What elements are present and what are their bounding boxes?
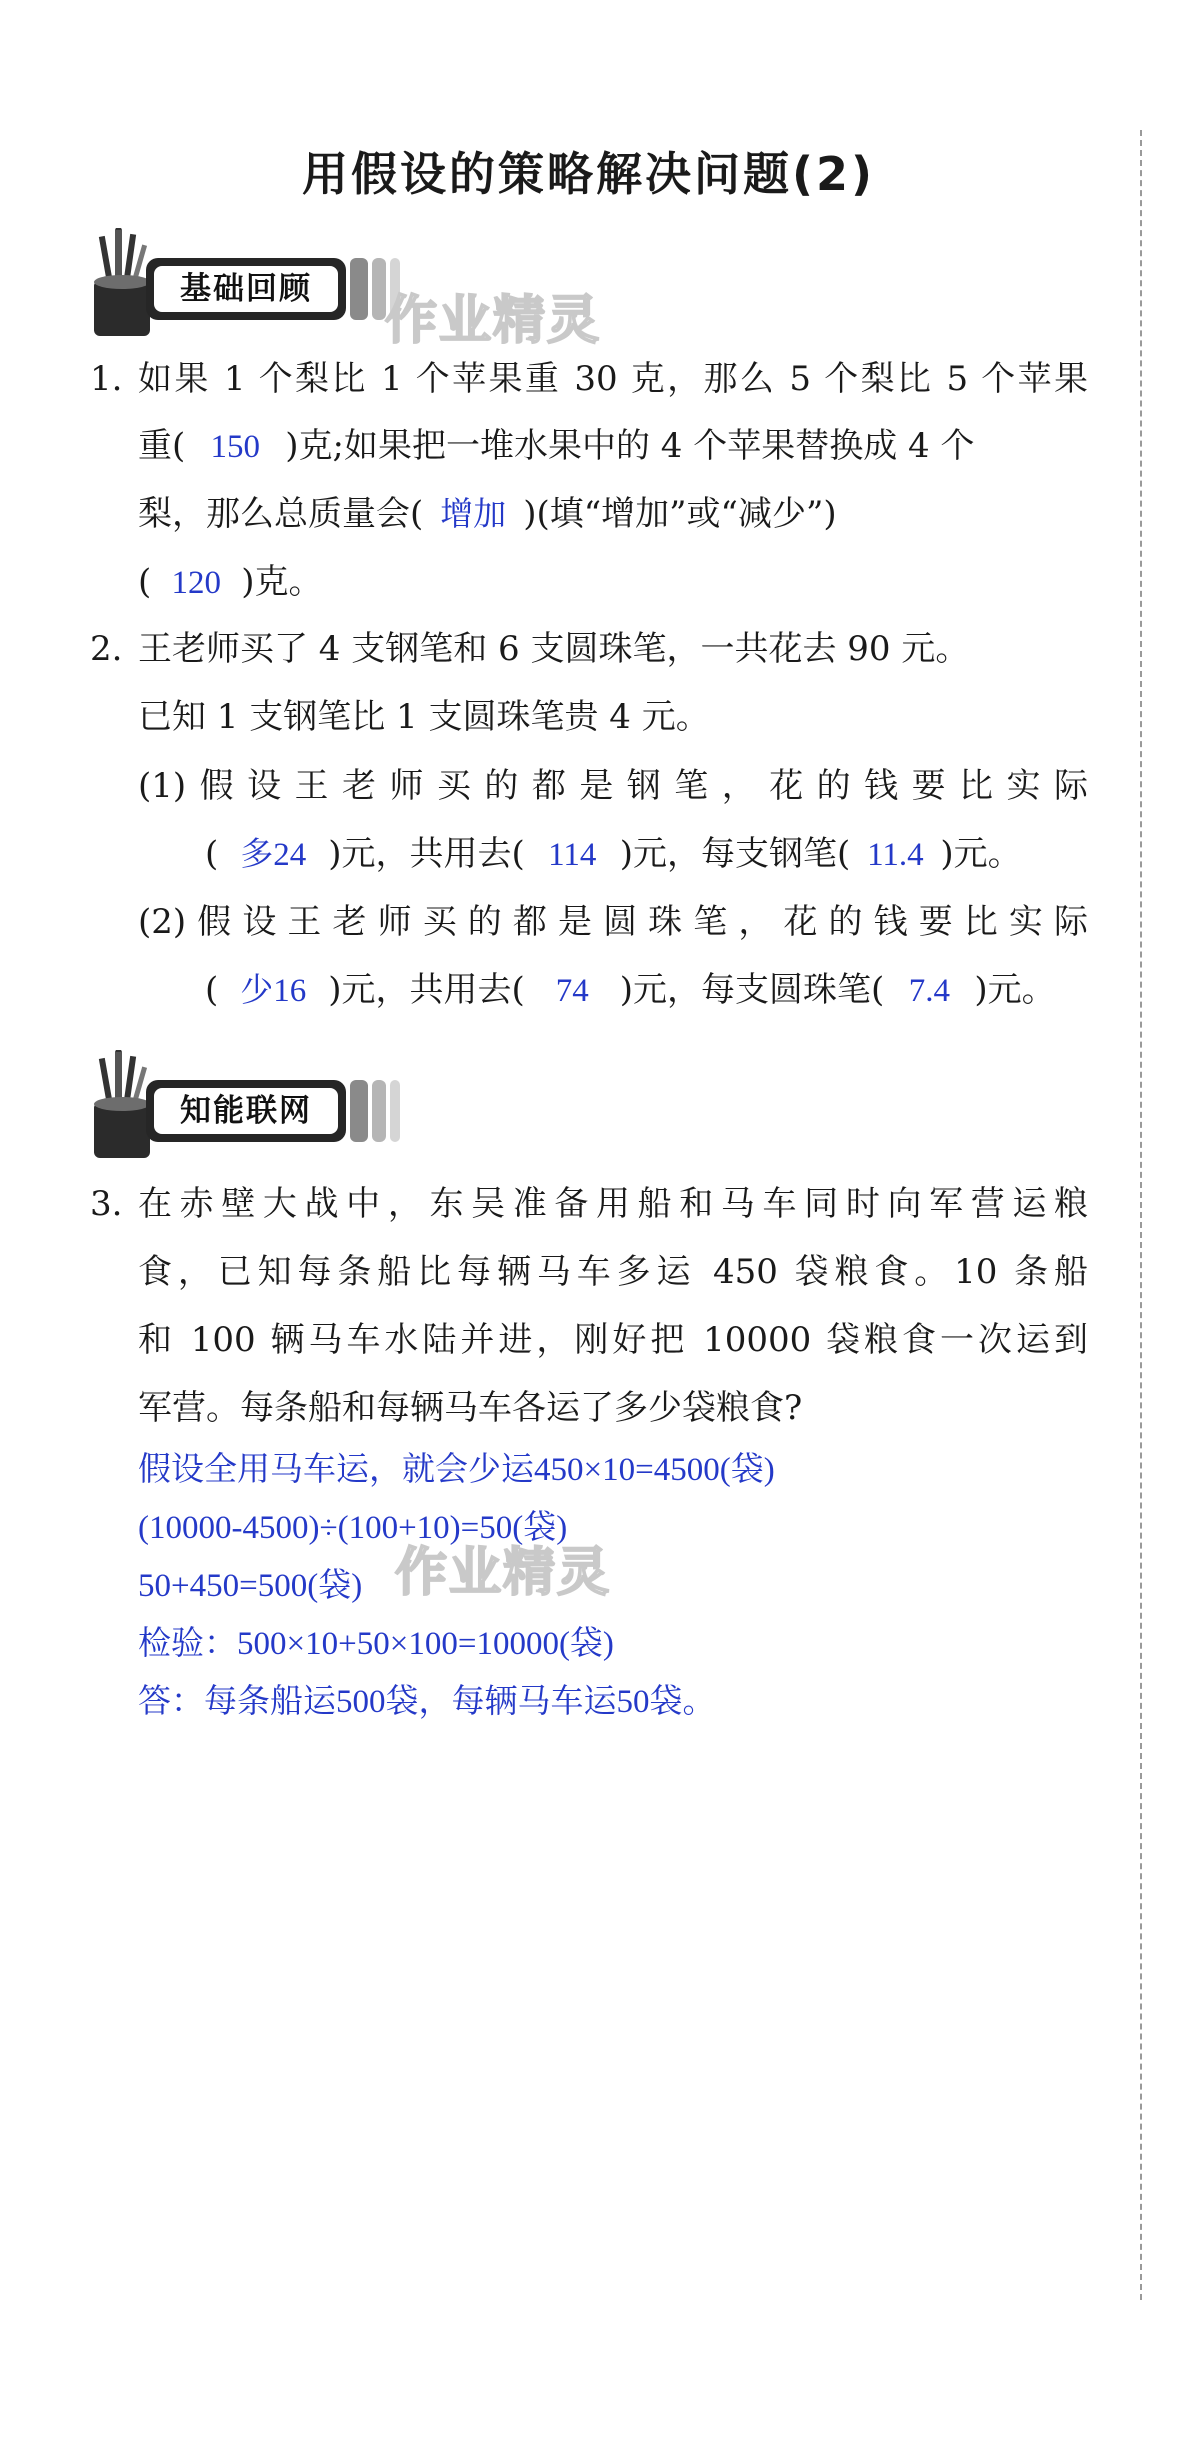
- q1-line-4: ( 120 )克。: [138, 548, 323, 617]
- q3-solution-line-3: 50+450=500(袋): [138, 1568, 363, 1604]
- q1-answer-1: 150: [210, 429, 261, 465]
- watermark: 作业精灵: [385, 291, 602, 351]
- section-title-basic: 基础回顾: [154, 266, 338, 312]
- section-label-box: [146, 1080, 346, 1142]
- q3-line-1: 在赤壁大战中，东吴准备用船和马车同时向军营运粮: [138, 1184, 1088, 1224]
- dashed-margin-line: [1140, 130, 1142, 2300]
- watermark: 作业精灵: [395, 1543, 612, 1603]
- q1-number: 1.: [90, 359, 123, 399]
- q3-line-4: 军营。每条船和每辆马车各运了多少袋粮食?: [138, 1388, 803, 1428]
- q2-part2-line-1: (2)假设王老师买的都是圆珠笔，花的钱要比实际: [138, 902, 1088, 942]
- q1-line-3: 梨，那么总质量会( 增加 )(填“增加”或“减少”): [138, 480, 837, 549]
- q3-line-3: 和 100 辆马车水陆并进，刚好把 10000 袋粮食一次运到: [138, 1320, 1088, 1360]
- q1-line-1: 如果 1 个梨比 1 个苹果重 30 克，那么 5 个梨比 5 个苹果: [138, 359, 1088, 399]
- q2-part1-answer-1: 多24: [240, 837, 307, 873]
- q2-part2-answer-2: 74: [555, 973, 589, 1009]
- q3-solution-line-1: 假设全用马车运，就会少运450×10=4500(袋): [138, 1452, 775, 1488]
- q2-part2-answer-1: 少16: [240, 973, 307, 1009]
- q2-number: 2.: [90, 629, 123, 669]
- q2-part1-answer-3: 11.4: [867, 837, 924, 873]
- section-label-box: [146, 258, 346, 320]
- q2-part2-line-2: ( 少16 )元，共用去( 74 )元，每支圆珠笔( 7.4 )元。: [205, 956, 1056, 1025]
- q2-part2-answer-3: 7.4: [908, 973, 950, 1009]
- q2-line-2: 已知 1 支钢笔比 1 支圆珠笔贵 4 元。: [138, 697, 710, 737]
- q3-solution-answer: 答：每条船运500袋，每辆马车运50袋。: [138, 1684, 716, 1720]
- q3-number: 3.: [90, 1184, 123, 1224]
- q2-part1-line-1: (1)假设王老师买的都是钢笔，花的钱要比实际: [138, 766, 1088, 806]
- q1-answer-3: 120: [171, 565, 222, 601]
- q3-solution-line-2: (10000-4500)÷(100+10)=50(袋): [138, 1510, 568, 1546]
- q3-line-2: 食，已知每条船比每辆马车多运 450 袋粮食。10 条船: [138, 1252, 1088, 1292]
- section-title-extend: 知能联网: [154, 1088, 338, 1134]
- section-header-extend: [88, 1050, 448, 1160]
- section-stripes: [350, 1080, 430, 1142]
- q2-line-1: 王老师买了 4 支钢笔和 6 支圆珠笔，一共花去 90 元。: [138, 629, 970, 669]
- q2-part1-line-2: ( 多24 )元，共用去( 114 )元，每支钢笔( 11.4 )元。: [205, 820, 1022, 889]
- page-title: 用假设的策略解决问题(2): [301, 147, 876, 201]
- q2-part1-answer-2: 114: [548, 837, 597, 873]
- q3-solution-line-4: 检验：500×10+50×100=10000(袋): [138, 1626, 614, 1662]
- q1-line-2: 重( 150 )克;如果把一堆水果中的 4 个苹果替换成 4 个: [138, 412, 1088, 481]
- q1-answer-2: 增加: [440, 497, 507, 533]
